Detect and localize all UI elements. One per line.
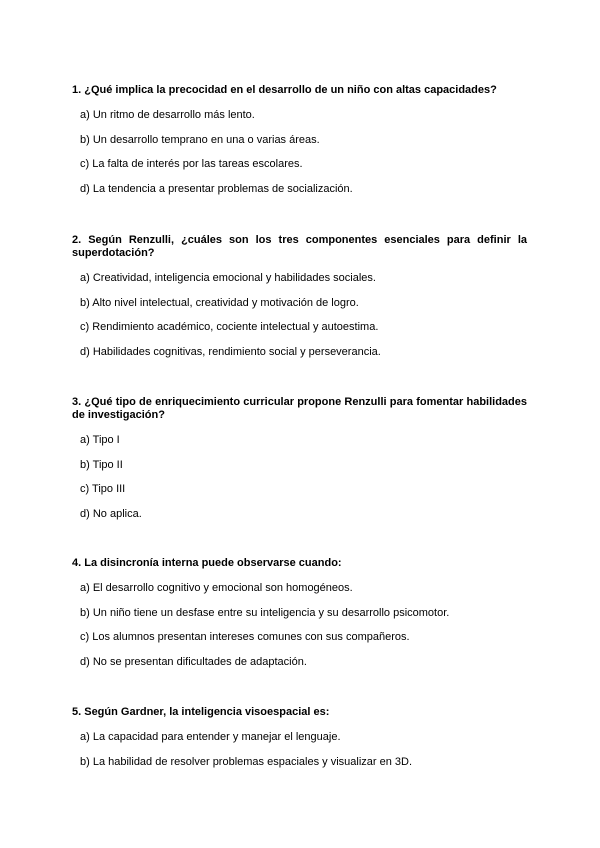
option-list xyxy=(72,109,527,207)
question-1 xyxy=(72,84,527,207)
option-list xyxy=(72,731,527,780)
option-c: c) La falta de interés por las tareas escolares. xyxy=(80,158,303,170)
option-b: b) Alto nivel intelectual, creatividad y motivación de logro. xyxy=(80,296,359,309)
option-c: c) Rendimiento académico, cociente intelectual y autoestima. xyxy=(80,321,379,333)
question-2 xyxy=(72,234,527,370)
option-b: b) La habilidad de resolver problemas espaciales y visualizar en 3D. xyxy=(80,755,413,768)
option-d: d) No aplica. xyxy=(80,507,142,520)
option-a: a) El desarrollo cognitivo y emocional son homogéneos. xyxy=(80,582,353,594)
option-a: a) Creatividad, inteligencia emocional y habilidades sociales. xyxy=(80,272,376,284)
option-a: a) Tipo I xyxy=(80,434,120,446)
question-title: 3. ¿Qué tipo de enriquecimiento curricular propone Renzulli para fomentar habilidades de investigación? xyxy=(72,396,527,421)
option-c: c) Los alumnos presentan intereses comunes con sus compañeros. xyxy=(80,631,410,643)
option-d: d) No se presentan dificultades de adaptación. xyxy=(80,655,307,668)
option-b: b) Un desarrollo temprano en una o varias áreas. xyxy=(80,133,320,146)
question-title: 5. Según Gardner, la inteligencia visoespacial es: xyxy=(72,706,330,718)
question-title: 4. La disincronía interna puede observarse cuando: xyxy=(72,557,342,569)
option-list xyxy=(72,582,527,680)
option-d: d) La tendencia a presentar problemas de socialización. xyxy=(80,182,353,195)
option-list xyxy=(72,434,527,532)
question-title: 2. Según Renzulli, ¿cuáles son los tres componentes esenciales para definir la superdotación? xyxy=(72,234,527,259)
option-b: b) Tipo II xyxy=(80,458,123,471)
option-list xyxy=(72,272,527,370)
question-4 xyxy=(72,557,527,680)
option-a: a) La capacidad para entender y manejar el lenguaje. xyxy=(80,731,341,743)
option-a: a) Un ritmo de desarrollo más lento. xyxy=(80,109,255,121)
option-b: b) Un niño tiene un desfase entre su inteligencia y su desarrollo psicomotor. xyxy=(80,606,450,619)
question-5 xyxy=(72,706,527,780)
question-3 xyxy=(72,396,527,532)
option-c: c) Tipo III xyxy=(80,483,126,495)
option-d: d) Habilidades cognitivas, rendimiento social y perseverancia. xyxy=(80,345,381,358)
question-title: 1. ¿Qué implica la precocidad en el desarrollo de un niño con altas capacidades? xyxy=(72,84,497,96)
